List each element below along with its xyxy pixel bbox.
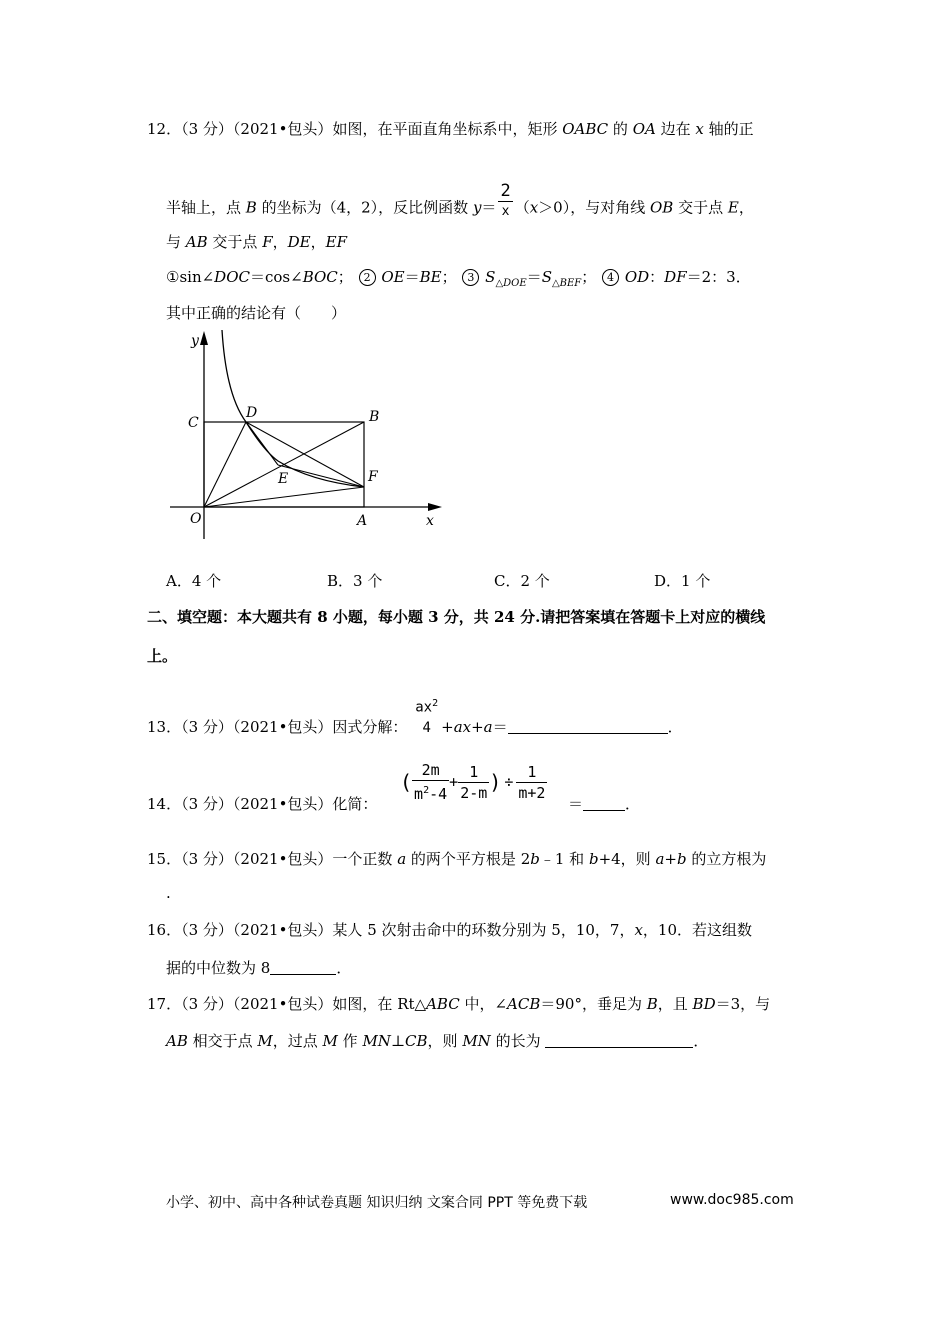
option-b: B．3 个: [327, 572, 383, 590]
label-E: E: [278, 471, 289, 487]
q12-var: y: [472, 198, 482, 217]
q13-text: +: [471, 717, 484, 736]
frac-num: 1: [516, 762, 547, 783]
footer-text: 小学、初中、高中各种试卷真题 知识归纳 文案合同 PPT 等免费下载: [166, 1195, 588, 1211]
q17-var: MN: [462, 1032, 491, 1050]
q17-text: ＝3，与: [715, 995, 771, 1013]
q14-fraction-3: [516, 762, 547, 803]
q12-sub: △BEF: [551, 278, 582, 289]
q14-tail: [568, 793, 640, 814]
q12-text: （: [514, 198, 530, 217]
q12-text: ＝2：3．: [686, 268, 751, 286]
q12-text: 边在: [655, 120, 696, 138]
q13: [147, 698, 683, 750]
label-O: O: [190, 511, 202, 527]
q12-sub: △DOE: [495, 278, 527, 289]
q15-meta: （3 分）（2021•包头）一个正数: [181, 850, 398, 868]
q12-text: 半轴上，点: [166, 198, 246, 217]
q12-line2: [166, 181, 754, 229]
q15-var: b: [588, 850, 599, 868]
q15: [147, 848, 766, 869]
q17-number: 17．: [147, 995, 182, 1013]
frac-den: m+2: [518, 783, 546, 802]
q12-var: OE: [381, 268, 405, 286]
q17-var: M: [257, 1032, 273, 1050]
q17-var: AB: [166, 1032, 188, 1050]
label-C: C: [188, 415, 199, 431]
q12-var: AB: [185, 233, 208, 251]
q12-var: S: [541, 268, 552, 286]
q16-var: x: [634, 921, 643, 939]
q17-line2: [166, 1030, 708, 1051]
frac-num: 2m: [412, 760, 449, 781]
q17-text: 作: [337, 1032, 363, 1050]
q17-var: ACB: [507, 995, 541, 1013]
paren-right: ): [489, 770, 502, 794]
q17-var: M: [322, 1032, 338, 1050]
q12-figure: [160, 325, 450, 545]
q12-text: 如图，在平面直角坐标系中，矩形: [332, 120, 563, 138]
q16-text: ．: [336, 959, 352, 977]
q13-text: ＝: [492, 717, 508, 736]
q15-var: a: [655, 850, 665, 868]
q17-text: ，过点: [272, 1032, 323, 1050]
q12-conclusions: [166, 266, 751, 289]
q17-meta: （3 分）（2021•包头）如图，在 Rt△: [181, 995, 427, 1013]
q12-text: 交于点: [673, 198, 728, 217]
q12-text: ＝: [526, 268, 542, 286]
q14-expression: [400, 760, 547, 804]
q12-text: ：: [649, 268, 665, 286]
q14-fraction-2: [458, 762, 489, 803]
q12-text: 与: [166, 233, 186, 251]
q12-text: 的: [608, 120, 633, 138]
section2-heading: 二、填空题：本大题共有 8 小题，每小题 3 分，共 24 分.请把答案填在答题卡上对应的横线: [147, 608, 766, 626]
frac-num: 2: [500, 181, 511, 201]
q13-fraction: [413, 694, 440, 738]
q13-text: +: [441, 717, 454, 736]
segment-OF: [204, 487, 364, 507]
q16-text: 据的中位数为 8: [166, 959, 271, 977]
q12-text: ；: [441, 268, 457, 286]
q12-line3: [166, 231, 347, 252]
q12-var: OA: [632, 120, 656, 138]
frac-num: [413, 694, 440, 718]
q12-text: ；: [581, 268, 597, 286]
q16-line1: [147, 919, 752, 940]
q15-text: ﹣1 和: [539, 850, 589, 868]
q12-meta: （3 分）（2021•包头）: [181, 120, 333, 138]
q16-text: ，10．若这组数: [642, 921, 753, 939]
q12-var: B: [245, 198, 257, 217]
q12-text: ＞0），与对角线: [538, 198, 650, 217]
q12-var: F: [262, 233, 273, 251]
label-D: D: [246, 405, 258, 421]
q12-var: BE: [419, 268, 442, 286]
label-y: y: [191, 333, 199, 349]
q17-answer-blank[interactable]: [545, 1047, 693, 1048]
segment-OD: [204, 422, 246, 507]
q15-dot: .: [166, 884, 171, 902]
frac-den-text: -4: [429, 785, 448, 803]
q12-fraction: [498, 181, 512, 222]
q12-var: OABC: [562, 120, 609, 138]
circled-4-icon: 4: [602, 269, 619, 286]
label-B: B: [369, 409, 380, 425]
q12-question: 其中正确的结论有（ ）: [166, 304, 347, 322]
q12-var: x: [695, 120, 704, 138]
frac-den: [412, 781, 449, 804]
q12-text: 的坐标为（4，2），反比例函数: [256, 198, 473, 217]
q12-text: ，: [738, 198, 754, 217]
q13-var: ax: [453, 717, 472, 736]
q17-text: ＝90°，垂足为: [540, 995, 647, 1013]
section2-heading-cont: 上。: [147, 647, 178, 665]
frac-num: 1: [458, 762, 489, 783]
option-c: C．2 个: [494, 572, 550, 590]
hyperbola-curve: [222, 330, 364, 487]
q12-text: ＝: [481, 198, 497, 217]
q14-number: 14．: [147, 795, 182, 813]
q15-text: 的立方根为: [686, 850, 767, 868]
q13-answer-blank[interactable]: [508, 733, 668, 734]
q12-var: DE: [287, 233, 311, 251]
q12-var: EF: [325, 233, 347, 251]
q12-var: OB: [649, 198, 674, 217]
q15-text: +: [664, 850, 677, 868]
circled-3-icon: 3: [462, 269, 479, 286]
q17-line1: [147, 993, 770, 1014]
conclusion-1: ①sin∠: [166, 268, 215, 286]
q14-answer-blank[interactable]: [583, 810, 625, 811]
q14-meta: （3 分）（2021•包头）化简：: [181, 795, 378, 813]
frac-den-sup: 2: [423, 785, 430, 796]
q14-fraction-1: [412, 760, 449, 804]
q17-text: ，且: [657, 995, 693, 1013]
q13-var: a: [483, 717, 493, 736]
q15-var: a: [397, 850, 407, 868]
q12-text: 轴的正: [703, 120, 754, 138]
circled-2-icon: 2: [359, 269, 376, 286]
q12-var: OD: [624, 268, 650, 286]
q17-var: MN: [362, 1032, 391, 1050]
q14-text: ．: [625, 795, 641, 813]
q13-meta: （3 分）（2021•包头）因式分解：: [181, 717, 408, 736]
q17-var: B: [646, 995, 658, 1013]
frac-den: 2-m: [460, 783, 488, 802]
q12-line1: [147, 118, 754, 139]
q16-number: 16．: [147, 921, 182, 939]
frac-den: x: [501, 204, 510, 219]
frac-num-sup: 2: [432, 698, 439, 709]
q17-text: 相交于点: [187, 1032, 258, 1050]
q17-text: ．: [693, 1032, 709, 1050]
q12-text: 交于点: [207, 233, 263, 251]
q17-var: CB: [405, 1032, 428, 1050]
q17-text: ，则: [427, 1032, 463, 1050]
frac-den-text: m: [414, 785, 424, 803]
q12-var: DF: [664, 268, 687, 286]
q12-var: x: [529, 198, 539, 217]
q14: [147, 793, 377, 814]
q15-text: 的两个平方根是 2: [406, 850, 531, 868]
q13-number: 13．: [147, 717, 182, 736]
q12-text: ，: [272, 233, 288, 251]
q15-text: +4，则: [598, 850, 656, 868]
q17-text: 的长为: [490, 1032, 546, 1050]
frac-num-text: ax: [415, 699, 433, 716]
q12-text: ，: [310, 233, 326, 251]
q12-text: ＝: [404, 268, 420, 286]
paren-left: (: [400, 770, 413, 794]
q12-var: DOC: [214, 268, 250, 286]
q12-text: ；: [337, 268, 353, 286]
label-A: A: [357, 513, 368, 529]
q15-number: 15．: [147, 850, 182, 868]
frac-den: 4: [422, 719, 431, 736]
footer-link[interactable]: www.doc985.com: [670, 1192, 794, 1208]
q16-line2: [166, 957, 351, 978]
q17-var: BD: [692, 995, 716, 1013]
plus-sign: +: [449, 773, 459, 791]
q15-var: b: [530, 850, 540, 868]
q15-var: b: [676, 850, 687, 868]
q12-text: ＝cos∠: [249, 268, 303, 286]
q12-var: E: [727, 198, 739, 217]
q12-number: 12．: [147, 120, 182, 138]
q16-answer-blank[interactable]: [270, 974, 336, 975]
q16-meta: （3 分）（2021•包头）某人 5 次射击命中的环数分别为 5，10，7，: [181, 921, 635, 939]
q12-var: BOC: [302, 268, 338, 286]
x-axis-arrow-icon: [428, 503, 442, 511]
label-F: F: [368, 469, 378, 485]
q14-text: ＝: [568, 795, 584, 813]
q17-text: 中，∠: [459, 995, 508, 1013]
q12-var: S: [485, 268, 496, 286]
label-x: x: [426, 513, 434, 529]
y-axis-arrow-icon: [200, 331, 208, 345]
q17-text: ⊥: [390, 1032, 406, 1050]
divide-sign: ÷: [504, 773, 514, 791]
option-a: A．4 个: [166, 572, 222, 590]
option-d: D．1 个: [654, 572, 711, 590]
q13-text: ．: [667, 717, 683, 736]
q17-var: ABC: [426, 995, 460, 1013]
